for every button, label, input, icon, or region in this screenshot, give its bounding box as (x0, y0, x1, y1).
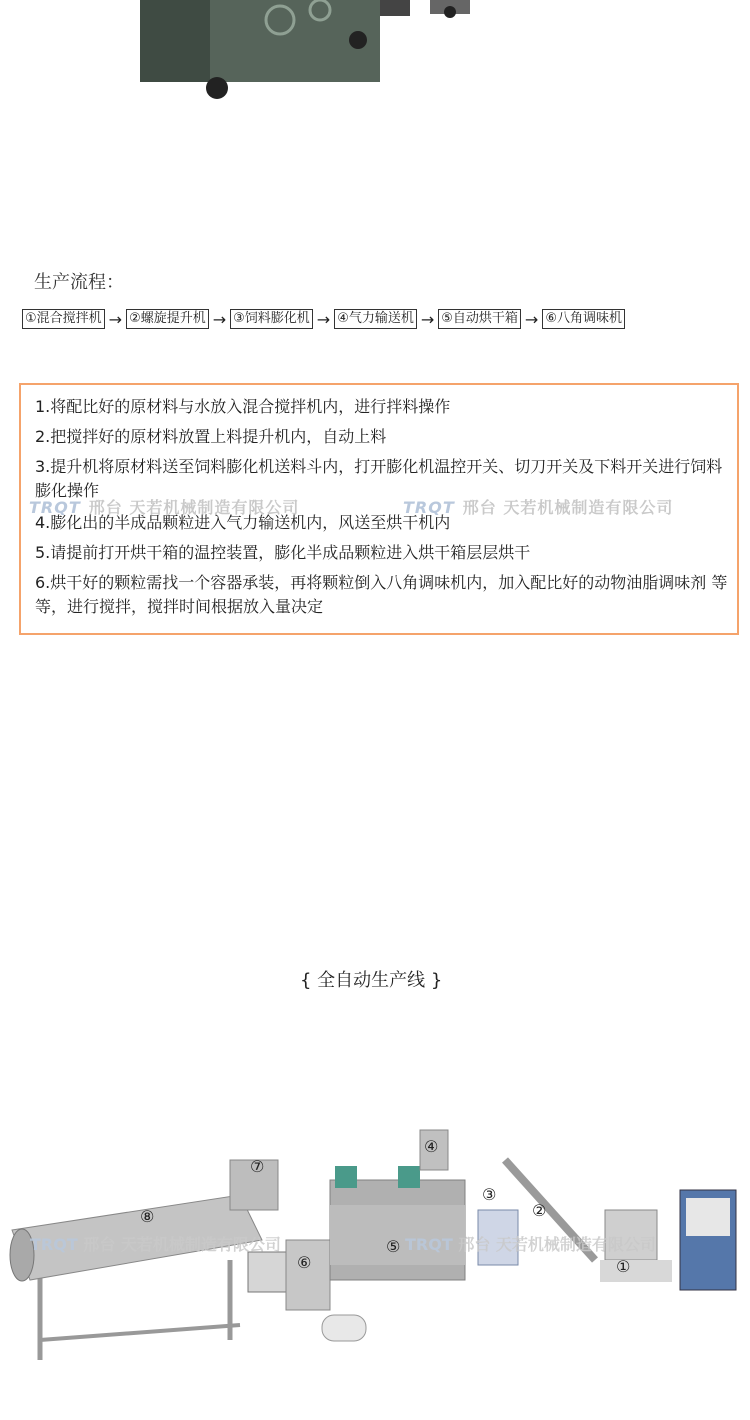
process-flow (22, 308, 732, 330)
watermark (29, 495, 299, 518)
flow-step-extruder: ③饲料膨化机 (230, 309, 313, 329)
watermark-logo: TRQT (29, 498, 81, 517)
flow-step-screw-elevator: ②螺旋提升机 (126, 309, 209, 329)
arrow-icon: → (420, 309, 435, 329)
machine-label-3: ③ (482, 1185, 497, 1204)
watermark-text: 邢台 天若机械制造有限公司 (88, 498, 300, 517)
flow-step-dryer: ⑤自动烘干箱 (438, 309, 521, 329)
watermark-text: 邢台 天若机械制造有限公司 (462, 498, 674, 517)
production-line-title: { 全自动生产线 } (300, 970, 443, 991)
watermark: TRQT 邢台 天若机械制造有限公司 (405, 1235, 656, 1254)
instruction-step-1: 1.将配比好的原材料与水放入混合搅拌机内，进行拌料操作 (35, 397, 451, 416)
arrow-icon: → (212, 309, 227, 329)
machine-label-2: ② (532, 1201, 547, 1220)
machine-label-8: ⑧ (140, 1207, 155, 1226)
instruction-box (19, 383, 739, 635)
machine-label-6: ⑥ (297, 1253, 312, 1272)
instruction-step-4: 4.膨化出的半成品颗粒进入气力输送机内，风送至烘干机内 (35, 513, 451, 532)
instruction-step-3: 3.提升机将原材料送至饲料膨化机送料斗内，打开膨化机温控开关、切刀开关及下料开关进行饲料膨化操作 (35, 457, 723, 500)
top-machine-photo (0, 0, 750, 110)
production-line-photo (0, 1110, 750, 1370)
machine-label-1: ① (616, 1257, 631, 1276)
arrow-icon: → (316, 309, 331, 329)
arrow-icon: → (524, 309, 539, 329)
machine-label-7: ⑦ (250, 1157, 265, 1176)
flow-step-pneumatic-conveyor: ④气力输送机 (334, 309, 417, 329)
watermark (403, 495, 673, 518)
instruction-step-6: 6.烘干好的颗粒需找一个容器承装，再将颗粒倒入八角调味机内，加入配比好的动物油脂调味剂 等等，进行搅拌，搅拌时间根据放入量决定 (35, 573, 728, 616)
machine-label-5: ⑤ (386, 1237, 401, 1256)
flow-step-seasoning: ⑥八角调味机 (542, 309, 625, 329)
arrow-icon: → (108, 309, 123, 329)
watermark-logo: TRQT (403, 498, 455, 517)
instruction-step-5: 5.请提前打开烘干箱的温控装置，膨化半成品颗粒进入烘干箱层层烘干 (35, 543, 531, 562)
machine-label-4: ④ (424, 1137, 439, 1156)
seasoning-drum (10, 1195, 262, 1360)
flow-heading: 生产流程： (34, 272, 124, 293)
flow-step-mixer: ①混合搅拌机 (22, 309, 105, 329)
instruction-step-2: 2.把搅拌好的原材料放置上料提升机内，自动上料 (35, 427, 387, 446)
watermark: TRQT 邢台 天若机械制造有限公司 (30, 1235, 281, 1254)
